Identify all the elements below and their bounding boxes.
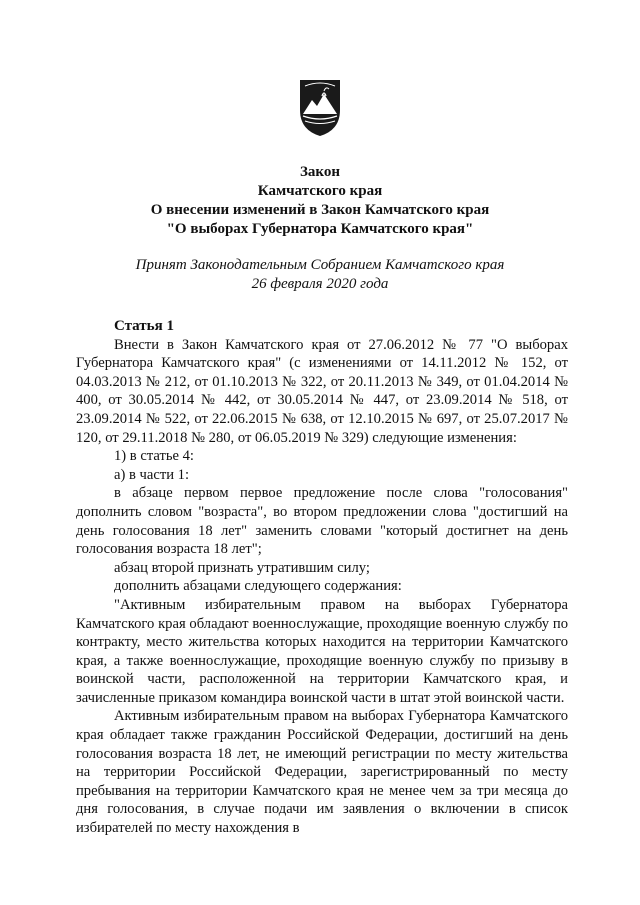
law-title: О внесении изменений в Закон Камчатского края	[150, 202, 490, 218]
adoption-note: Принят Законодательным Собранием Камчатского края	[135, 257, 505, 273]
adoption-date: 26 февраля 2020 года	[251, 276, 389, 292]
paragraph: а) в части 1:	[114, 466, 190, 483]
paragraph: дополнить абзацами следующего содержания:	[114, 578, 402, 595]
article-heading: Статья 1	[114, 318, 174, 334]
paragraph: 1) в статье 4:	[114, 448, 194, 465]
paragraph: Внести в Закон Камчатского края от 27.06.2012 № 77 "О выборах Губернатора Камчатского края" (с изменениями от 14.11.2012 № 152, от 04.03.2013 № 212, от 01.10.2013 № 322, от 20.11.2013 № 349, от 01.04.2014 № 400, от 30.05.2014 № 442, от 30.05.2014 № 447, от 23.09.2014 № 518, от 23.09.2014 № 522, от 22.06.2015 № 638, от 12.10.2015 № 697, от 25.07.2017 № 120, от 29.11.2018 № 280, от 06.05.2019 № 329) следующие изменения:	[76, 336, 568, 446]
paragraph: "Активным избирательным правом на выборах Губернатора Камчатского края обладают военнослужащие, проходящие военную службу по контракту, место жительства которых находится на территории Камчатского края, а также военнослужащие, проходящие военную службу по призыву в воинской части, расположенной на территории Камчатского края, и зачисленные приказом командира воинской части в штат этой воинской части.	[76, 596, 568, 706]
kamchatka-coat-of-arms-icon	[297, 76, 343, 138]
document-type-title: Закон	[299, 164, 340, 180]
amended-law-title: "О выборах Губернатора Камчатского края"	[166, 221, 474, 237]
paragraph: абзац второй признать утратившим силу;	[114, 559, 370, 576]
paragraph: Активным избирательным правом на выборах Губернатора Камчатского края обладает также гражданин Российской Федерации, достигший на день голосования возраста 18 лет, не имеющий регистрации по месту жительства на территории Российской Федерации, зарегистрированный по месту пребывания на территории Камчатского края не менее чем за три месяца до дня голосования, в случае подачи им заявления о включении в список избирателей по месту нахождения в	[76, 708, 568, 837]
paragraph: в абзаце первом первое предложение после слова "голосования" дополнить словом "возраста", во втором предложении слова "достигший на день голосования 18 лет" заменить словами "который достигнет на день голосования возраста 18 лет";	[76, 485, 568, 558]
region-title: Камчатского края	[257, 183, 383, 199]
law-body	[76, 317, 568, 838]
